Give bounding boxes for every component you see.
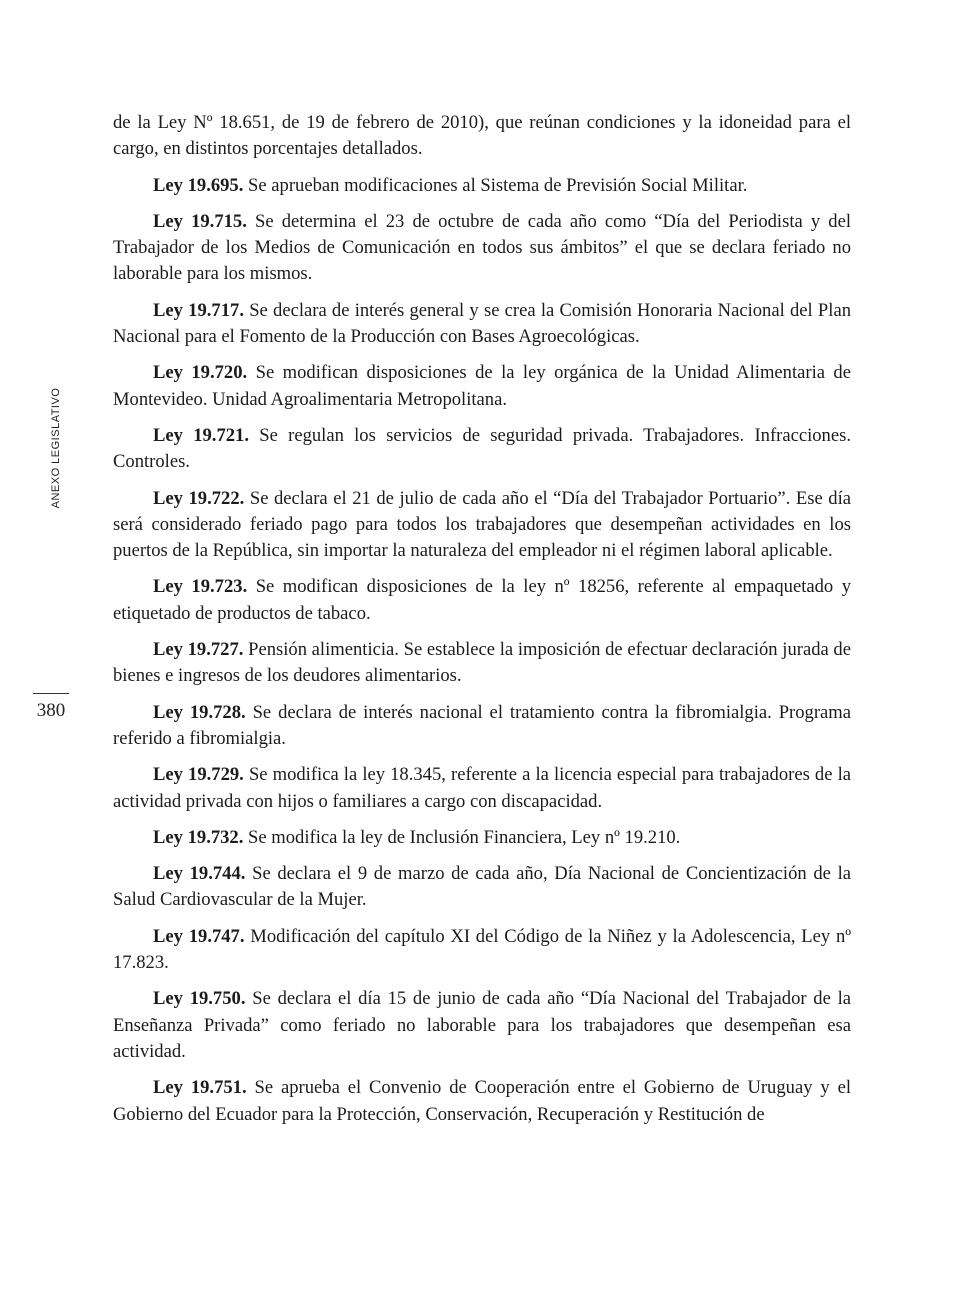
law-entry <box>113 825 851 851</box>
law-description: Se declara de interés general y se crea la Comisión Honoraria Nacional del Plan Nacional para el Fomento de la Producción con Bases Agroecológicas. <box>113 299 851 348</box>
law-description: Se modifican disposiciones de la ley orgánica de la Unidad Alimentaria de Montevideo. Unidad Agroalimentaria Metropolitana. <box>113 362 851 410</box>
law-description: Pensión alimenticia. Se establece la imposición de efectuar declaración jurada de bienes e ingresos de los deudores alimentarios. <box>113 639 851 687</box>
law-description: Se declara el 21 de julio de cada año el “Día del Trabajador Portuario”. Ese día será considerado feriado pago para todos los trabajadores que desempeñan actividades en los puertos de la República, sin importar la naturaleza del empleador ni el régimen laboral aplicable. <box>113 487 851 562</box>
law-number: Ley 19.732. <box>153 826 244 848</box>
law-entry <box>113 762 851 815</box>
law-entry <box>113 1075 851 1128</box>
law-entry <box>113 986 851 1065</box>
law-entry <box>113 298 851 351</box>
law-description: Modificación del capítulo XI del Código de la Niñez y la Adolescencia, Ley nº 17.823. <box>113 925 852 974</box>
law-number: Ley 19.751. <box>153 1077 247 1099</box>
law-entry <box>113 574 851 627</box>
law-description: Se declara el 9 de marzo de cada año, Día Nacional de Concientización de la Salud Cardiovascular de la Mujer. <box>113 863 851 911</box>
law-entry <box>113 360 851 413</box>
law-entry <box>113 423 851 476</box>
law-description: Se aprueba el Convenio de Cooperación entre el Gobierno de Uruguay y el Gobierno del Ecuador para la Protección, Conservación, Recuperación y Restitución de <box>113 1077 851 1125</box>
law-number: Ley 19.747. <box>153 925 245 947</box>
law-number: Ley 19.729. <box>153 764 244 786</box>
page-number: 380 <box>36 700 66 721</box>
law-entry <box>113 209 851 288</box>
law-description: Se aprueban modificaciones al Sistema de Previsión Social Militar. <box>248 174 748 196</box>
law-entry <box>113 173 851 199</box>
law-entry <box>113 637 851 690</box>
law-number: Ley 19.744. <box>153 863 246 885</box>
law-list <box>113 173 851 1128</box>
page-number-rule <box>33 693 69 694</box>
law-description: Se modifican disposiciones de la ley nº 18256, referente al empaquetado y etiquetado de productos de tabaco. <box>113 576 851 624</box>
law-description: Se determina el 23 de octubre de cada año como “Día del Periodista y del Trabajador de los Medios de Comunicación en todos sus ámbitos” el que se declara feriado no laborable para los mismos. <box>113 210 852 285</box>
law-number: Ley 19.721. <box>153 424 249 446</box>
law-entry <box>113 700 851 753</box>
section-label: ANEXO LEGISLATIVO <box>50 387 62 509</box>
law-number: Ley 19.722. <box>153 487 245 509</box>
law-entry <box>113 924 851 977</box>
law-number: Ley 19.717. <box>153 299 244 321</box>
law-number: Ley 19.727. <box>153 639 244 661</box>
law-description: Se modifica la ley 18.345, referente a la licencia especial para trabajadores de la actividad privada con hijos o familiares a cargo con discapacidad. <box>113 764 851 812</box>
law-number: Ley 19.720. <box>153 362 248 384</box>
law-number: Ley 19.695. <box>153 174 244 196</box>
law-number: Ley 19.728. <box>153 701 246 723</box>
law-number: Ley 19.750. <box>153 988 246 1010</box>
law-description: Se regulan los servicios de seguridad privada. Trabajadores. Infracciones. Controles. <box>113 424 851 473</box>
page-body <box>113 110 851 1138</box>
law-number: Ley 19.723. <box>153 576 248 598</box>
law-number: Ley 19.715. <box>153 210 247 232</box>
law-entry <box>113 486 851 565</box>
opening-paragraph: de la Ley Nº 18.651, de 19 de febrero de 2010), que reúnan condiciones y la idoneidad para el cargo, en distintos porcentajes detallados. <box>113 112 851 160</box>
law-description: Se declara de interés nacional el tratamiento contra la fibromialgia. Programa referido a fibromialgia. <box>113 701 851 749</box>
law-description: Se modifica la ley de Inclusión Financiera, Ley nº 19.210. <box>248 826 681 848</box>
law-description: Se declara el día 15 de junio de cada año “Día Nacional del Trabajador de la Enseñanza Privada” como feriado no laborable para los trabajadores que desempeñan esa actividad. <box>113 988 851 1062</box>
law-entry <box>113 861 851 914</box>
